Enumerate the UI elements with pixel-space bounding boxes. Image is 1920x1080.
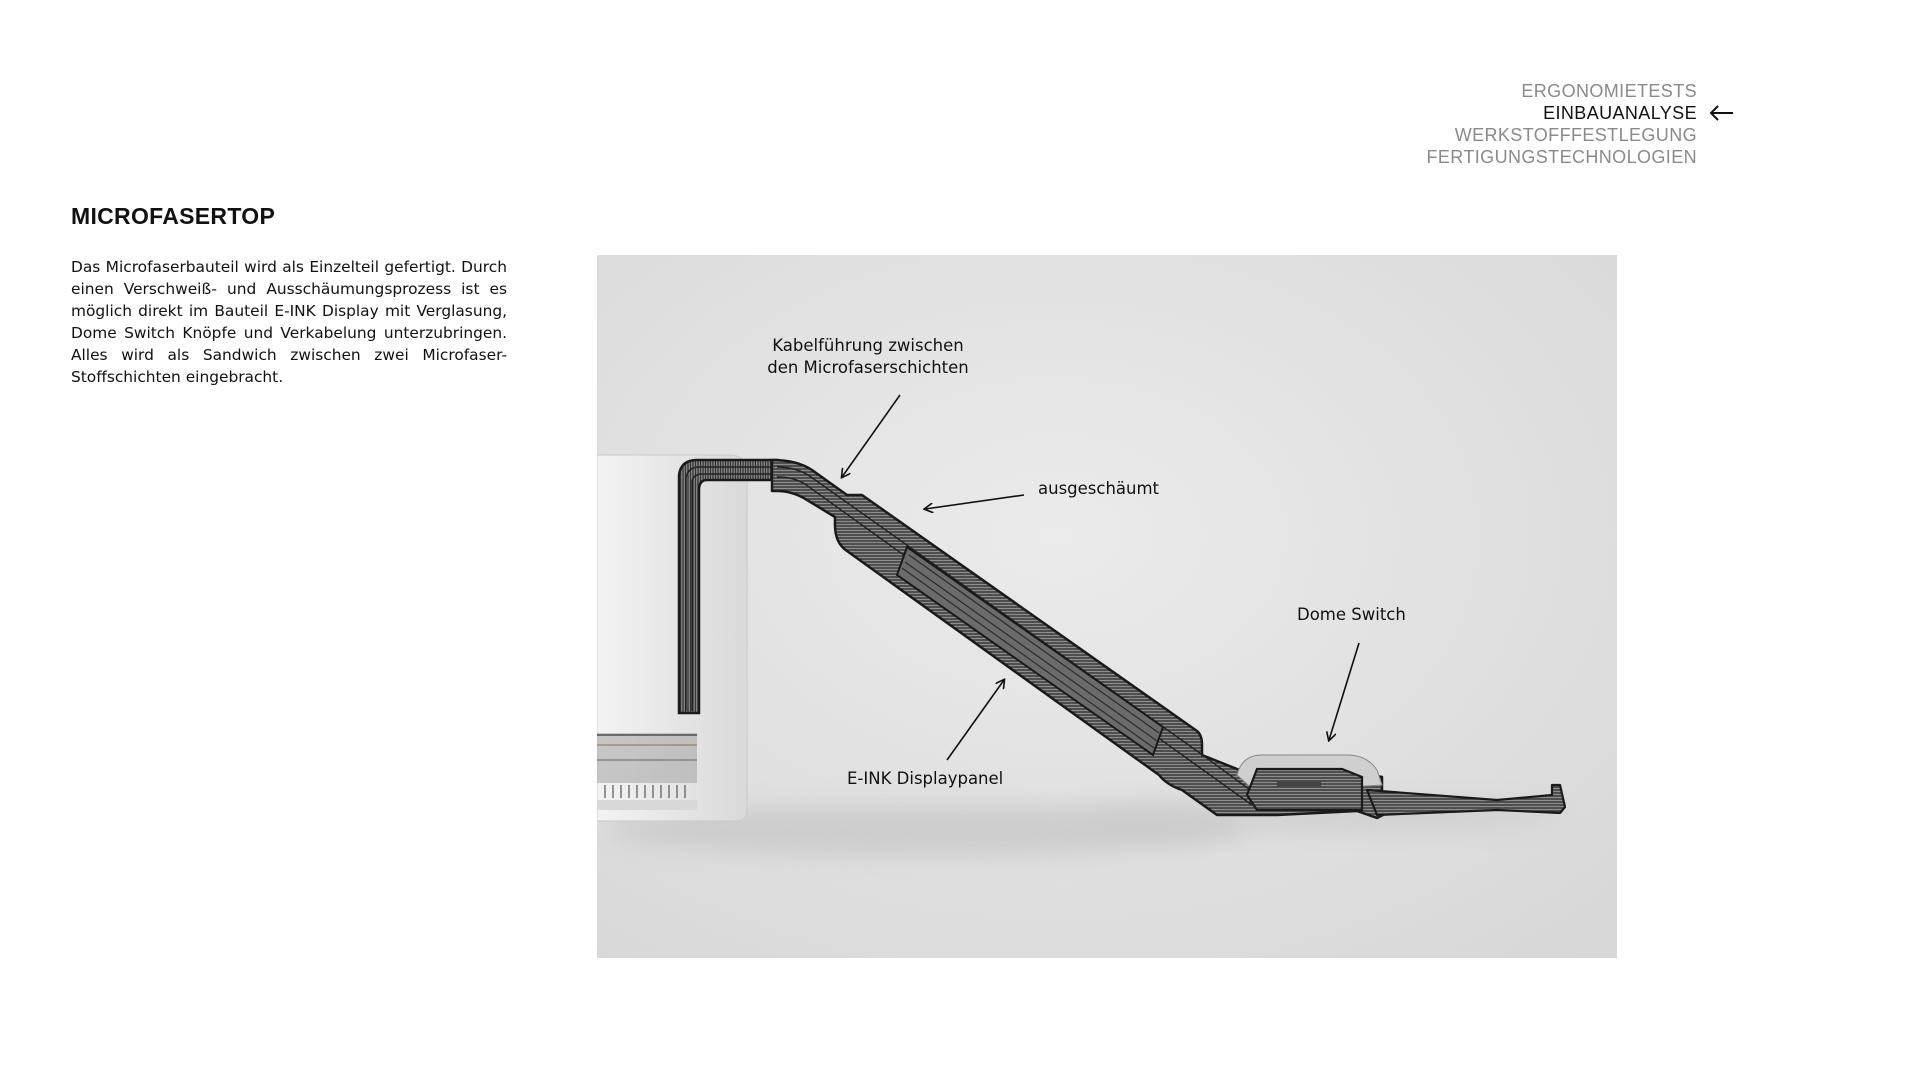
cross-section-figure	[597, 255, 1617, 958]
arrow-left-icon	[1707, 103, 1735, 123]
device-housing	[597, 455, 747, 821]
figure-background	[597, 255, 1617, 958]
nav-item-werkstofffestlegung[interactable]: WERKSTOFFFESTLEGUNG	[1454, 125, 1697, 145]
nav-item-ergonomietests[interactable]: ERGONOMIETESTS	[1521, 81, 1697, 101]
nav-item-label: EINBAUANALYSE	[1543, 103, 1697, 123]
annotation-cable-line2: den Microfaserschichten	[767, 358, 969, 377]
section-nav	[1427, 80, 1698, 168]
description-text: Das Microfaserbauteil wird als Einzelteil gefertigt. Durch einen Verschweiß- und Ausschäumungsprozess ist es möglich direkt im Bauteil E-INK Display mit Verglasung, Dome Switch Knöpfe und Verkabelung unterzubringen. Alles wird als Sandwich zwischen zwei Microfaser-Stoffschichten eingebracht.	[71, 258, 507, 386]
annotation-eink: E-INK Displaypanel	[847, 769, 1004, 788]
nav-item-einbauanalyse[interactable]	[1427, 102, 1698, 124]
annotation-foam: ausgeschäumt	[1038, 479, 1160, 498]
cross-section-illustration	[597, 255, 1617, 958]
nav-item-fertigungstechnologien[interactable]: FERTIGUNGSTECHNOLOGIEN	[1426, 147, 1697, 167]
page-title: MICROFASERTOP	[71, 203, 276, 229]
annotation-dome-switch: Dome Switch	[1297, 605, 1406, 624]
annotation-cable-line1: Kabelführung zwischen	[772, 336, 964, 355]
